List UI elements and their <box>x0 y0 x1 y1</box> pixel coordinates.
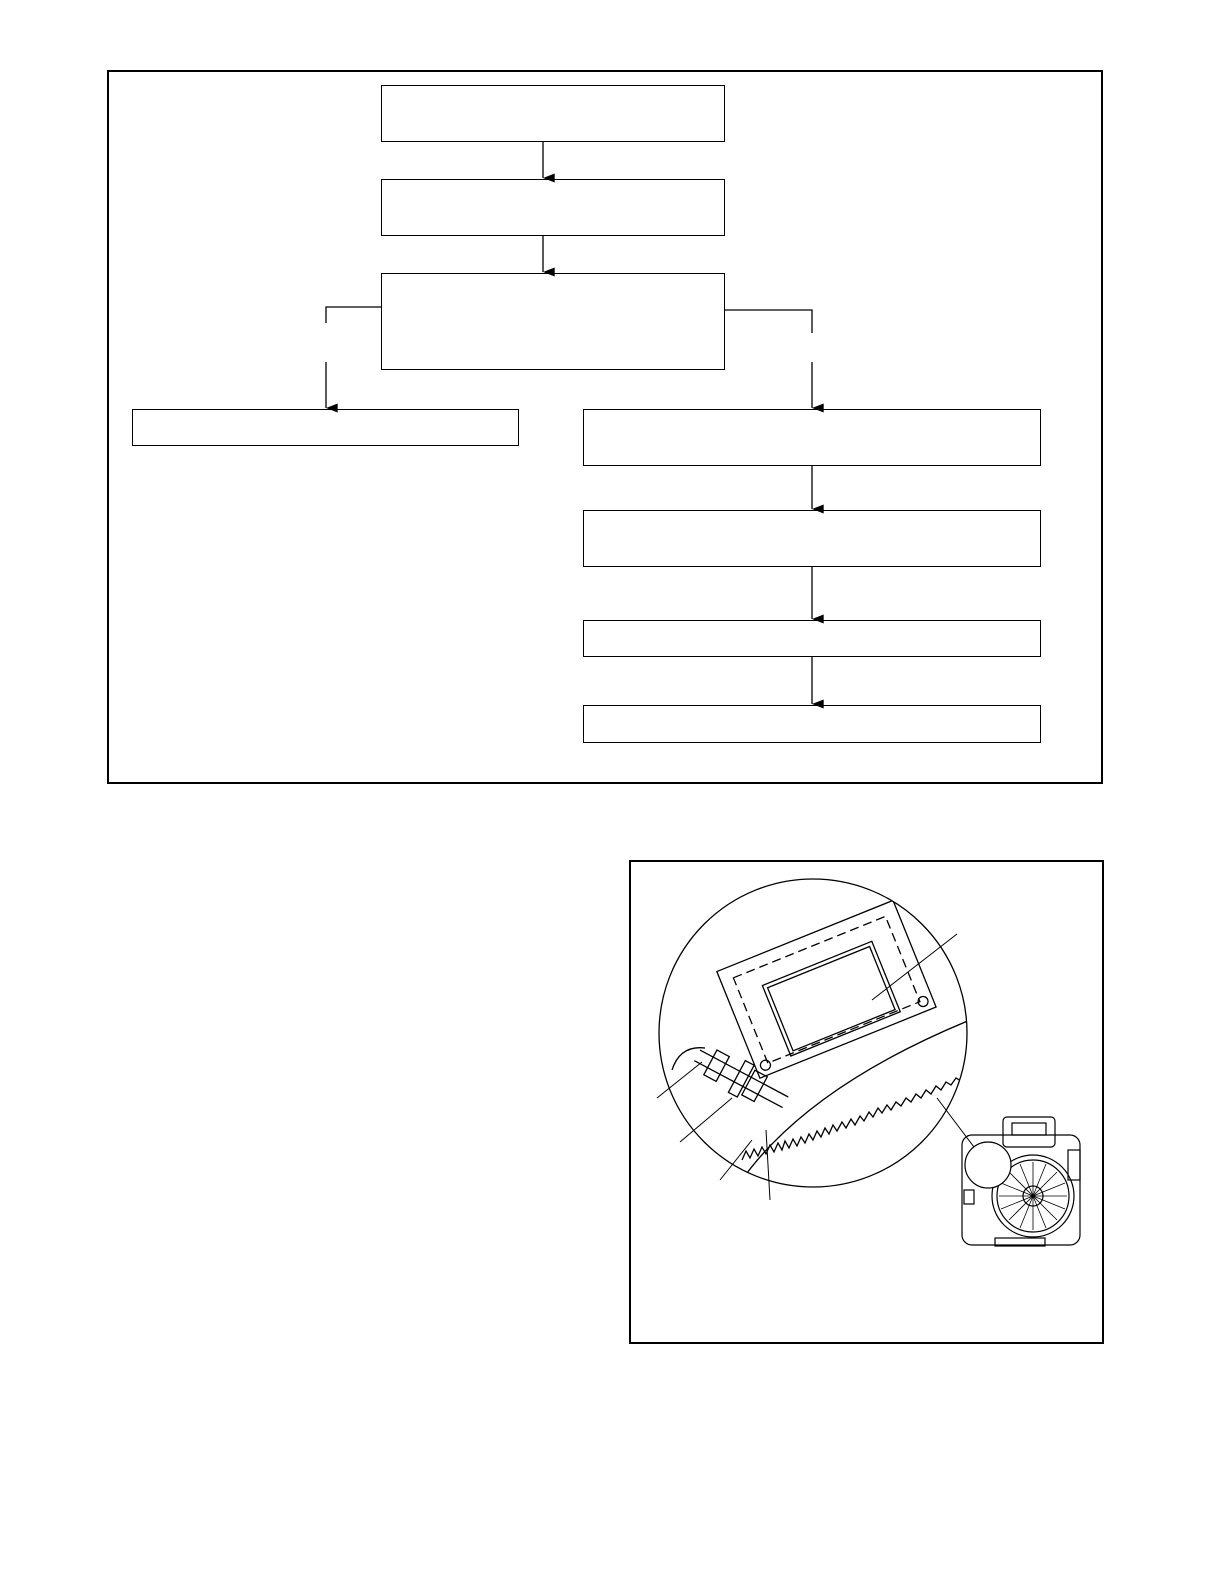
starter-housing <box>717 900 936 1078</box>
ring-gear-body <box>735 1020 970 1190</box>
wire-lead <box>672 1048 705 1070</box>
mounting-bolt <box>689 1039 794 1118</box>
engine-thumbnail <box>962 1117 1080 1246</box>
